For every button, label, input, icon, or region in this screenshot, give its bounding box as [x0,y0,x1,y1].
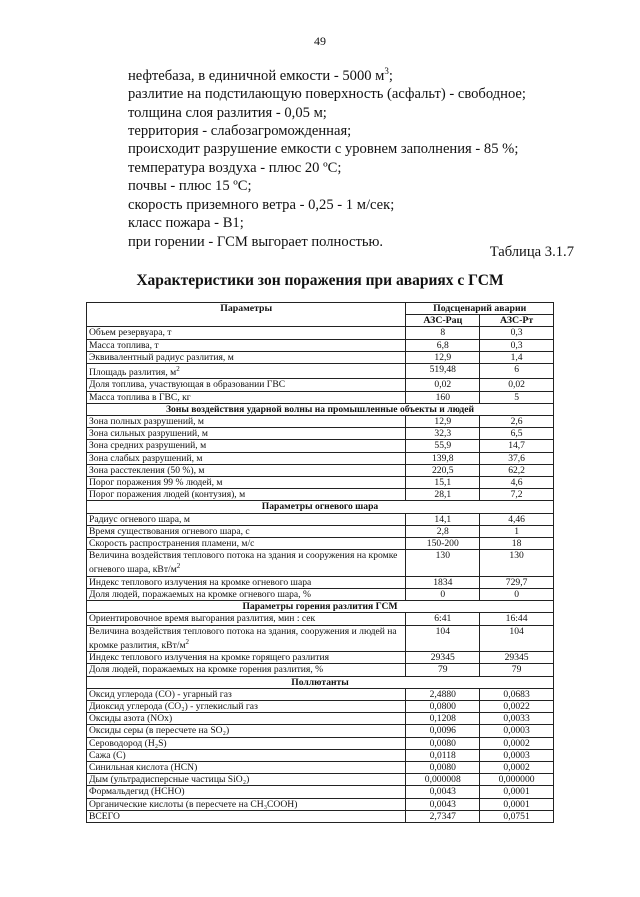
section-heading: Зоны воздействия ударной волны на промышленные объекты и людей [87,403,554,415]
parameter-cell [87,428,406,440]
value-azs-rats: 0,0800 [406,701,480,713]
parameter-cell [87,351,406,363]
intro-line-text: территория - слабозагроможденная; [128,123,352,140]
value-azs-rats: 104 [406,625,480,652]
value-azs-rt: 7,2 [480,489,554,501]
parameter-text: Ориентировочное время выгорания разлития, мин : сек [89,613,316,625]
intro-conditions [128,62,608,251]
table-row [87,625,554,652]
value-azs-rats: 0,000008 [406,774,480,786]
intro-line [128,177,608,195]
value-azs-rats: 2,4880 [406,688,480,700]
parameter-cell [87,525,406,537]
value-azs-rt: 0,0022 [480,701,554,713]
table-row [87,428,554,440]
table-row [87,416,554,428]
value-azs-rats: 2,8 [406,525,480,537]
table-row [87,786,554,798]
intro-line-suffix: ; [388,67,393,84]
value-azs-rats: 0,0080 [406,762,480,774]
parameter-cell [87,576,406,588]
table-row [87,351,554,363]
table-row [87,589,554,601]
parameter-cell [87,810,406,822]
parameter-cell [87,749,406,761]
value-azs-rt: 5 [480,391,554,403]
table-row [87,725,554,737]
value-azs-rt: 0,0003 [480,725,554,737]
intro-line-text: почвы - плюс 15 ºС; [128,178,252,195]
value-azs-rt: 0 [480,589,554,601]
value-azs-rats: 6:41 [406,613,480,625]
parameter-cell [87,379,406,391]
value-azs-rats: 0 [406,589,480,601]
parameter-text: Порог поражения людей (контузия), м [89,489,246,501]
section-row [87,403,554,415]
value-azs-rt: 14,7 [480,440,554,452]
parameter-cell [87,713,406,725]
unit-superscript: 2 [176,365,180,374]
parameter-text: Индекс теплового излучения на кромке огневого шара [89,576,312,588]
value-azs-rats: 8 [406,327,480,339]
parameter-text: Эквивалентный радиус разлития, м [89,351,234,363]
intro-line [128,196,608,214]
value-azs-rats: 15,1 [406,477,480,489]
intro-line [128,140,608,158]
parameter-text: Доля людей, поражаемых на кромке горения разлития, % [89,664,324,676]
value-azs-rats: 0,0118 [406,749,480,761]
parameter-text: Доля людей, поражаемых на кромке огневого шара, % [89,589,311,601]
table-row [87,737,554,749]
value-azs-rt: 0,000000 [480,774,554,786]
intro-line-text: разлитие на подстилающую поверхность (асфальт) - свободное; [128,86,526,103]
value-azs-rt: 0,3 [480,327,554,339]
value-azs-rt: 16:44 [480,613,554,625]
table-row [87,538,554,550]
intro-line-text: при горении - ГСМ выгорает полностью. [128,233,384,250]
value-azs-rats: 0,1208 [406,713,480,725]
table-row [87,798,554,810]
section-row [87,501,554,513]
value-azs-rt: 6,5 [480,428,554,440]
value-azs-rt: 62,2 [480,464,554,476]
value-azs-rats: 14,1 [406,513,480,525]
parameter-cell [87,391,406,403]
value-azs-rats: 220,5 [406,464,480,476]
parameter-cell [87,688,406,700]
parameter-text: Сажа (С) [89,749,126,761]
table-row [87,327,554,339]
intro-line [128,104,608,122]
value-azs-rt: 0,0001 [480,786,554,798]
table-row [87,713,554,725]
parameter-text: Оксид углерода (СО) - угарный газ [89,688,232,700]
parameter-cell [87,762,406,774]
value-azs-rt: 0,02 [480,379,554,391]
intro-line-text: класс пожара - В1; [128,215,244,232]
table-row [87,525,554,537]
value-azs-rt: 1 [480,525,554,537]
table-row [87,513,554,525]
parameter-cell [87,737,406,749]
intro-line [128,214,608,232]
value-azs-rt: 4,46 [480,513,554,525]
table-row [87,701,554,713]
header-subscenario: Подсценарий аварии [406,303,554,315]
damage-zones-table [86,302,554,823]
value-azs-rats: 2,7347 [406,810,480,822]
value-azs-rt: 0,0683 [480,688,554,700]
parameter-text: Радиус огневого шара, м [89,513,190,525]
parameter-text: Оксиды азота (NOx) [89,713,173,725]
parameter-cell [87,489,406,501]
parameter-text: ВСЕГО [89,810,120,822]
parameter-cell [87,550,406,577]
value-azs-rt: 0,0003 [480,749,554,761]
parameter-text: Зона расстекления (50 %), м [89,464,205,476]
value-azs-rt: 0,3 [480,339,554,351]
value-azs-rt: 104 [480,625,554,652]
table-row [87,364,554,379]
parameter-text: Величина воздействия теплового потока на здания и сооружения на кромке огневого шара, кВт/м [89,550,398,576]
parameter-text: Величина воздействия теплового потока на здания, сооружения и людей на кромке разлития, кВт/м [89,625,397,652]
value-azs-rt: 29345 [480,652,554,664]
value-azs-rt: 0,0001 [480,798,554,810]
intro-line [128,159,608,177]
value-azs-rt: 0,0033 [480,713,554,725]
parameter-text: Время существования огневого шара, с [89,525,250,537]
value-azs-rt: 729,7 [480,576,554,588]
unit-superscript: 2 [185,637,190,646]
value-azs-rats: 0,0096 [406,725,480,737]
parameter-cell [87,664,406,676]
value-azs-rt: 6 [480,364,554,379]
parameter-cell [87,589,406,601]
table-title: Характеристики зон поражения при авариях с ГСМ [136,272,504,289]
table-row [87,550,554,577]
intro-line [128,85,608,103]
parameter-cell [87,798,406,810]
table-row [87,391,554,403]
table-row [87,762,554,774]
parameter-cell [87,452,406,464]
parameter-text: Масса топлива в ГВС, кг [89,391,191,403]
intro-line [128,62,608,85]
value-azs-rt: 4,6 [480,477,554,489]
intro-line-text: скорость приземного ветра - 0,25 - 1 м/сек; [128,196,395,213]
value-azs-rats: 55,9 [406,440,480,452]
parameter-text: Площадь разлития, м [89,367,177,379]
intro-line-superscript: 3 [384,66,389,76]
table-row [87,749,554,761]
section-heading: Параметры горения разлития ГСМ [87,601,554,613]
table-row [87,477,554,489]
parameter-text: Органические кислоты (в пересчете на CH₃COOH) [89,798,298,810]
header-col-azs-rt: АЗС-Рт [480,315,554,327]
value-azs-rats: 139,8 [406,452,480,464]
page-number: 49 [314,34,326,48]
value-azs-rt: 2,6 [480,416,554,428]
intro-line-text: толщина слоя разлития - 0,05 м; [128,104,327,121]
table-row [87,440,554,452]
parameter-cell [87,513,406,525]
parameter-cell [87,440,406,452]
table-row [87,774,554,786]
header-parameters: Параметры [87,303,406,327]
table-row [87,339,554,351]
parameter-cell [87,613,406,625]
unit-superscript: 2 [176,562,181,571]
value-azs-rats: 79 [406,664,480,676]
value-azs-rats: 32,3 [406,428,480,440]
value-azs-rt: 0,0002 [480,737,554,749]
value-azs-rt: 1,4 [480,351,554,363]
table-row [87,576,554,588]
parameter-text: Зона сильных разрушений, м [89,428,208,440]
parameter-text: Зона средних разрушений, м [89,440,207,452]
table-row [87,452,554,464]
value-azs-rats: 28,1 [406,489,480,501]
table-row [87,652,554,664]
parameter-cell [87,652,406,664]
value-azs-rats: 0,02 [406,379,480,391]
parameter-text: Скорость распространения пламени, м/с [89,538,255,550]
parameter-text: Оксиды серы (в пересчете на SO₂) [89,725,230,737]
value-azs-rats: 0,0080 [406,737,480,749]
parameter-text: Диоксид углерода (СО₂) - углекислый газ [89,701,258,713]
parameter-text: Порог поражения 99 % людей, м [89,477,223,489]
value-azs-rt: 0,0751 [480,810,554,822]
parameter-text: Зона полных разрушений, м [89,416,204,428]
value-azs-rats: 160 [406,391,480,403]
parameter-cell [87,774,406,786]
parameter-cell [87,477,406,489]
parameter-cell [87,786,406,798]
parameter-text: Индекс теплового излучения на кромке горящего разлития [89,652,330,664]
table-row [87,810,554,822]
value-azs-rt: 0,0002 [480,762,554,774]
table-row [87,379,554,391]
parameter-cell [87,725,406,737]
parameter-text: Сероводород (H₂S) [89,737,167,749]
parameter-cell [87,538,406,550]
section-row [87,676,554,688]
parameter-cell [87,339,406,351]
section-heading: Поллютанты [87,676,554,688]
value-azs-rats: 150-200 [406,538,480,550]
parameter-text: Зона слабых разрушений, м [89,452,203,464]
value-azs-rats: 130 [406,550,480,577]
value-azs-rt: 37,6 [480,452,554,464]
parameter-text: Дым (ультрадисперсные частицы SiO₂) [89,774,250,786]
intro-line [128,122,608,140]
value-azs-rt: 130 [480,550,554,577]
parameter-text: Масса топлива, т [89,339,159,351]
value-azs-rats: 0,0043 [406,786,480,798]
value-azs-rats: 6,8 [406,339,480,351]
value-azs-rats: 1834 [406,576,480,588]
parameter-cell [87,416,406,428]
value-azs-rats: 12,9 [406,351,480,363]
section-row [87,601,554,613]
parameter-text: Синильная кислота (HCN) [89,762,198,774]
value-azs-rt: 18 [480,538,554,550]
value-azs-rats: 29345 [406,652,480,664]
intro-line-text: температура воздуха - плюс 20 ºС; [128,159,342,176]
header-col-azs-rats: АЗС-Рац [406,315,480,327]
table-row [87,688,554,700]
parameter-text: Формальдегид (HCHO) [89,786,185,798]
table-header-row [87,303,554,315]
value-azs-rt: 79 [480,664,554,676]
parameter-cell [87,625,406,652]
section-heading: Параметры огневого шара [87,501,554,513]
table-row [87,464,554,476]
value-azs-rats: 12,9 [406,416,480,428]
value-azs-rats: 0,0043 [406,798,480,810]
table-number: Таблица 3.1.7 [489,244,574,260]
table-row [87,489,554,501]
intro-line-text: нефтебаза, в единичной емкости - 5000 м [128,67,385,84]
parameter-cell [87,327,406,339]
value-azs-rats: 519,48 [406,364,480,379]
parameter-text: Объем резервуара, т [89,327,172,339]
intro-line-text: происходит разрушение емкости с уровнем заполнения - 85 %; [128,141,519,158]
table-row [87,664,554,676]
parameter-cell [87,701,406,713]
table-row [87,613,554,625]
parameter-text: Доля топлива, участвующая в образовании ГВС [89,379,286,391]
parameter-cell [87,464,406,476]
parameter-cell [87,364,406,379]
